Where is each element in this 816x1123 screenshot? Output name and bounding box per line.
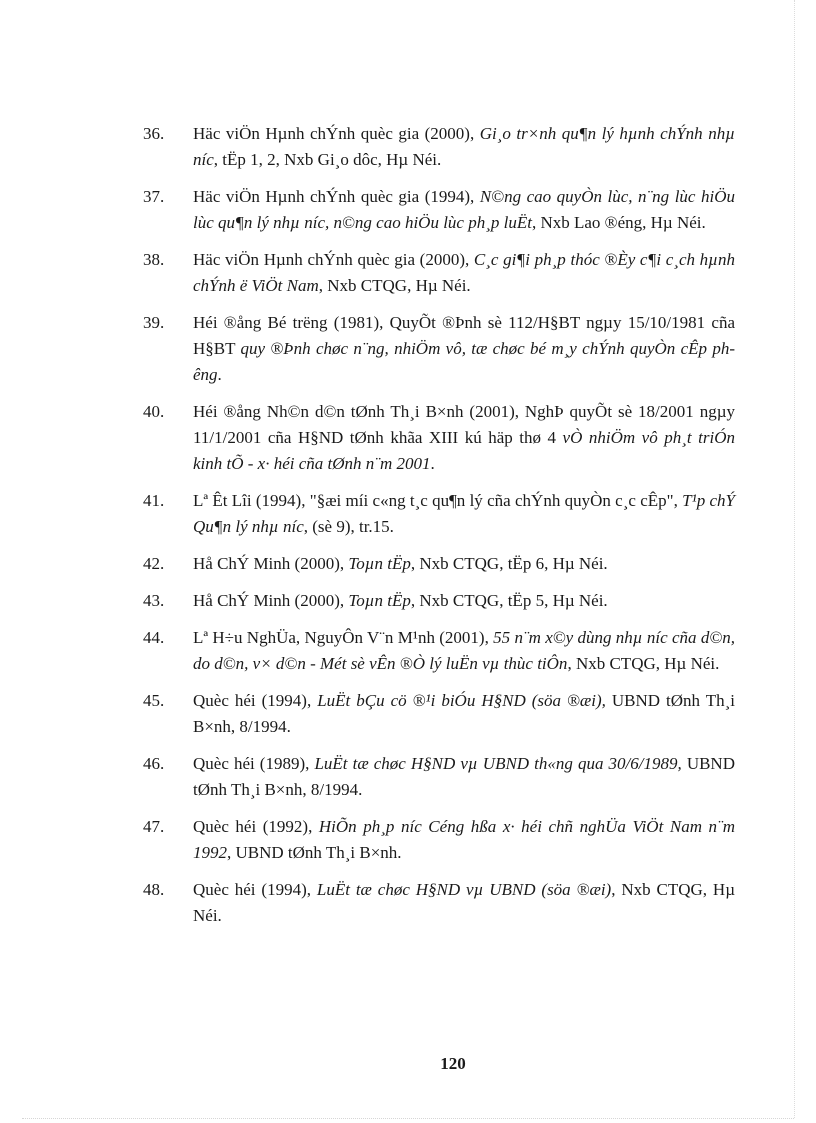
reference-item [143,814,735,866]
reference-text: Hå ChÝ Minh (2000), [193,591,349,610]
reference-item [143,399,735,477]
reference-text: , Nxb CTQG, Hµ Néi. [193,880,735,925]
reference-text: Lª H÷u NghÜa, NguyÔn V¨n M¹nh (2001), [193,628,494,647]
right-dotted-divider [794,0,795,1118]
reference-text: Héi ®ång Nh©n d©n tØnh Th¸i B×nh (2001), NghÞ quyÕt sè 18/2001 ngµy 11/1/2001 cña H§ND tØnh khãa XIII kú häp thø 4 [193,402,735,447]
reference-title: vÒ nhiÖm vô ph¸t triÓn kinh tÕ - x· héi cña tØnh n¨m 2001 [193,428,735,473]
reference-title: N©ng cao quyÒn lùc, n¨ng lùc hiÖu lùc qu¶n lý nhµ níc, n©ng cao hiÖu lùc ph¸p luËt [193,187,735,232]
reference-text: , Nxb CTQG, tËp 6, Hµ Néi. [410,554,608,573]
reference-number: 36. [143,124,165,143]
reference-number: 47. [143,817,165,836]
reference-item [143,310,735,388]
reference-text: Quèc héi (1992), [193,817,319,836]
reference-title: Toµn tËp [348,591,411,610]
reference-item [143,184,735,236]
reference-text: , tËp 1, 2, Nxb Gi¸o dôc, Hµ Néi. [213,150,442,169]
reference-number: 37. [143,187,165,206]
reference-text: , (sè 9), tr.15. [303,517,394,536]
reference-item [143,588,735,614]
reference-title: 55 n¨m x©y dùng nhµ níc cña d©n, do d©n, v× d©n - Mét sè vÊn ®Ò lý luËn vµ thùc tiÔn [193,628,735,673]
reference-number: 43. [143,591,165,610]
reference-list [143,121,735,940]
reference-text: Héi ®ång Bé trëng (1981), QuyÕt ®Þnh sè 112/H§BT ngµy 15/10/1981 cña H§BT [193,313,735,358]
reference-text: . [217,365,222,384]
reference-number: 39. [143,313,165,332]
reference-text: Häc viÖn Hµnh chÝnh quèc gia (2000), [193,250,474,269]
reference-title: Gi¸o tr×nh qu¶n lý hµnh chÝnh nhµ níc [193,124,735,169]
reference-item [143,625,735,677]
reference-number: 38. [143,250,165,269]
reference-text: Quèc héi (1989), [193,754,315,773]
reference-text: UBND tØnh Th¸i B×nh, 8/1994. [193,691,735,736]
reference-title: LuËt tæ chøc H§ND vµ UBND th«ng qua 30/6/1989, [314,754,682,773]
reference-text: , Nxb CTQG, Hµ Néi. [318,276,471,295]
reference-number: 46. [143,754,165,773]
reference-text: Hå ChÝ Minh (2000), [193,554,349,573]
reference-number: 41. [143,491,165,510]
reference-text: , Nxb Lao ®éng, Hµ Néi. [531,213,706,232]
reference-text: , Nxb CTQG, Hµ Néi. [567,654,720,673]
reference-text: Häc viÖn Hµnh chÝnh quèc gia (2000), [193,124,480,143]
reference-number: 48. [143,880,165,899]
reference-number: 44. [143,628,165,647]
reference-item [143,488,735,540]
reference-text: Häc viÖn Hµnh chÝnh quèc gia (1994), [193,187,480,206]
reference-text: Lª Êt Lîi (1994), "§æi míi c«ng t¸c qu¶n lý cña chÝnh quyÒn c¸c cÊp", [193,491,683,510]
reference-item [143,877,735,929]
reference-title: Toµn tËp [348,554,411,573]
reference-title: HiÕn ph¸p níc Céng hßa x· héi chñ nghÜa ViÖt Nam n¨m 1992 [193,817,735,862]
reference-item [143,688,735,740]
reference-text: UBND tØnh Th¸i B×nh, 8/1994. [193,754,735,799]
reference-text: , UBND tØnh Th¸i B×nh. [227,843,402,862]
reference-item [143,551,735,577]
reference-text: . [430,454,435,473]
reference-title: C¸c gi¶i ph¸p thóc ®Èy c¶i c¸ch hµnh chÝnh ë ViÖt Nam [193,250,735,295]
page-number: 120 [440,1054,466,1073]
reference-title: LuËt tæ chøc H§ND vµ UBND (söa ®æi) [316,880,612,899]
reference-title: T¹p chÝ Qu¶n lý nhµ níc [193,491,736,536]
reference-text: Quèc héi (1994), [193,880,317,899]
reference-number: 40. [143,402,165,421]
reference-text: , Nxb CTQG, tËp 5, Hµ Néi. [410,591,608,610]
reference-text: Quèc héi (1994), [193,691,318,710]
reference-title: quy ®Þnh chøc n¨ng, nhiÖm vô, tæ chøc bé m¸y chÝnh quyÒn cÊp phêng [193,339,735,384]
reference-number: 42. [143,554,165,573]
reference-title: LuËt bÇu cö ®¹i biÓu H§ND (söa ®æi), [317,691,606,710]
reference-number: 45. [143,691,165,710]
reference-item [143,247,735,299]
reference-item [143,751,735,803]
bottom-dotted-divider [22,1118,794,1119]
reference-item [143,121,735,173]
